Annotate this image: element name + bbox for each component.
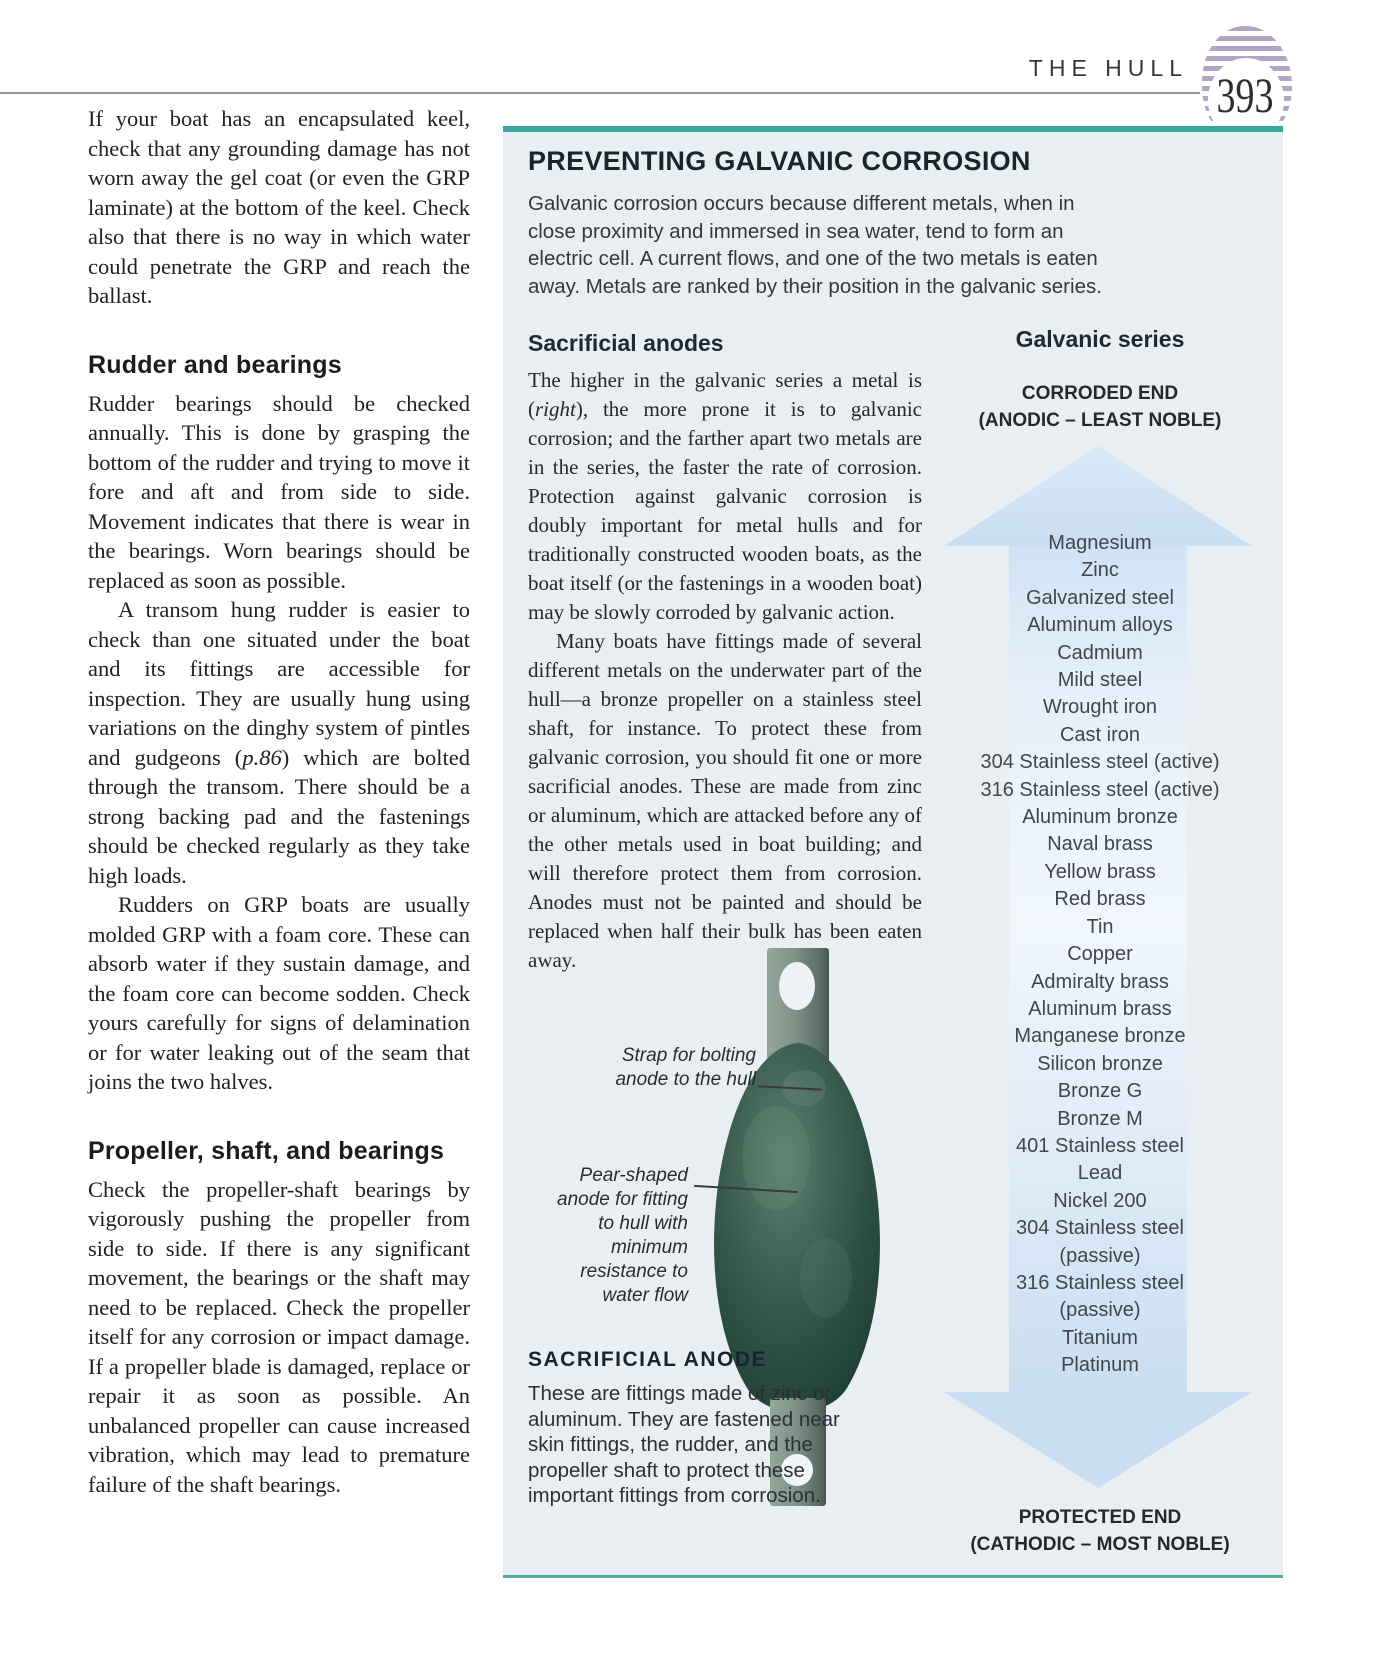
metal-item: Galvanized steel [1026, 586, 1174, 609]
metal-item: Naval brass [1047, 833, 1153, 856]
section-header: THE HULL [1028, 55, 1188, 81]
metal-item: Platinum [1061, 1354, 1139, 1377]
paragraph-text: ) which are bolted through the transom. There should be a strong backing pad and the fastenings should be checked regularly as they take high loads. [88, 744, 470, 888]
metal-item: Lead [1077, 1162, 1123, 1185]
metal-item: Aluminum brass [1028, 997, 1172, 1020]
paragraph-rudder-2 [88, 595, 470, 890]
protected-end-line1: PROTECTED END [1018, 1507, 1182, 1528]
anode-top-strap-hole [779, 962, 815, 1010]
metals-list [940, 530, 1260, 1380]
cross-reference-right: right [535, 397, 576, 421]
caption-body: These are fittings made of zinc or aluminum. They are fastened near skin fittings, the rudder, and the propeller shaft to protect these important fittings from corrosion. [528, 1382, 840, 1507]
heading-galvanic-series: Galvanic series [1015, 326, 1185, 352]
box-title: PREVENTING GALVANIC CORROSION [528, 146, 1031, 176]
metal-item: Magnesium [1048, 532, 1152, 554]
label-pear: Pear-shaped anode for fitting to hull with minimum resistance to water flow [557, 1165, 688, 1306]
metal-item: 401 Stainless steel [1016, 1134, 1184, 1157]
anode-highlight [742, 1106, 810, 1210]
left-column [88, 104, 470, 1499]
arrow-down-icon [944, 1392, 1252, 1488]
heading-rudder-and-bearings: Rudder and bearings [88, 350, 342, 379]
heading-propeller-shaft-bearings: Propeller, shaft, and bearings [88, 1136, 445, 1165]
metal-item: Yellow brass [1044, 860, 1156, 883]
corroded-end-line1: CORRODED END [1021, 383, 1179, 404]
metal-item: 304 Stainless steel [1016, 1217, 1184, 1240]
corroded-end-label [940, 380, 1260, 434]
protected-end-label [940, 1504, 1260, 1558]
metal-item: Tin [1086, 915, 1114, 938]
paragraph-text: ), the more prone it is to galvanic corrosion; and the farther apart two metals are in the series, the faster the rate of corrosion. Protection against galvanic corrosion is doubly important for metal hulls and for traditionally constructed wooden boats, as the boat itself (or the fastenings in a wooden boat) may be slowly corroded by galvanic action. [528, 397, 922, 624]
metal-item: Aluminum alloys [1027, 614, 1173, 637]
paragraph-text: A transom hung rudder is easier to check than one situated under the boat and its fittings are accessible for inspection. They are usually hung using variations on the dinghy system of pintles and gudgeons ( [88, 597, 470, 770]
anode-highlight [800, 1238, 852, 1318]
paragraph-anodes-1 [528, 366, 922, 627]
heading-sacrificial-anodes: Sacrificial anodes [528, 330, 724, 356]
label-strap: Strap for bolting anode to the hull [615, 1045, 756, 1090]
paragraph-text: The higher in the galvanic series a metal is ( [528, 368, 922, 421]
metal-item: Manganese bronze [1014, 1025, 1186, 1048]
metal-item: Zinc [1081, 559, 1119, 582]
metal-item: Mild steel [1057, 669, 1143, 692]
sacrificial-anodes-column [528, 330, 922, 975]
paragraph-propeller: Check the propeller-shaft bearings by vigorously pushing the propeller from side to side. If there is any significant movement, the bearings or the shaft may need to be replaced. Check the propeller itself for any corrosion or impact damage. If a propeller blade is damaged, replace or repair it as soon as possible. An unbalanced propeller can cause increased vibration, which may lead to premature failure of the shaft bearings. [88, 1176, 470, 1497]
metal-item: Bronze G [1057, 1080, 1143, 1103]
protected-end-line2: (CATHODIC – MOST NOBLE) [970, 1534, 1230, 1555]
metal-item: (passive) [1059, 1299, 1141, 1322]
metal-item: 316 Stainless steel (active) [980, 778, 1220, 801]
metal-item: 316 Stainless steel [1016, 1271, 1184, 1294]
metal-item: 304 Stainless steel (active) [980, 751, 1220, 774]
page-reference: p.86 [242, 744, 282, 770]
metal-item: Titanium [1062, 1326, 1138, 1349]
corroded-end-line2: (ANODIC – LEAST NOBLE) [978, 410, 1222, 431]
figure-caption [528, 1348, 842, 1509]
metal-item: Nickel 200 [1053, 1189, 1147, 1212]
metal-item: Silicon bronze [1037, 1052, 1163, 1075]
paragraph-keel: If your boat has an encapsulated keel, check that any grounding damage has not worn away the gel coat (or even the GRP laminate) at the bottom of the keel. Check also that there is no way in which water could penetrate the GRP and reach the ballast. [88, 106, 470, 308]
galvanic-series-diagram [940, 326, 1260, 1586]
metal-item: Cast iron [1059, 723, 1141, 746]
paragraph-rudder-3: Rudders on GRP boats are usually molded GRP with a foam core. These can absorb water if they sustain damage, and the foam core can become sodden. Check yours carefully for signs of delamination or for water leaking out of the seam that joins the two halves. [88, 892, 470, 1094]
header-rule [0, 92, 1200, 94]
metal-item: Copper [1067, 943, 1133, 966]
paragraph-anodes-2: Many boats have fittings made of several different metals on the underwater part of the hull—a bronze propeller on a stainless steel shaft, for instance. To protect these from galvanic corrosion, you should fit one or more sacrificial anodes. These are made from zinc or aluminum, which are attacked before any of the other metals used in boat building; and will therefore protect them from corrosion. Anodes must not be painted and should be replaced when half their bulk has been eaten away. [528, 629, 922, 972]
metal-item: Admiralty brass [1031, 970, 1169, 993]
metal-item: Cadmium [1057, 641, 1143, 664]
metal-item: Bronze M [1057, 1107, 1143, 1130]
metal-item: Red brass [1054, 888, 1146, 911]
paragraph-rudder-1: Rudder bearings should be checked annually. This is done by grasping the bottom of the rudder and trying to move it fore and aft and from side to side. Movement indicates that there is wear in the bearings. Worn bearings should be replaced as soon as possible. [88, 390, 470, 593]
page-number: 393 [1216, 67, 1274, 123]
metal-item: (passive) [1059, 1244, 1141, 1267]
metal-item: Aluminum bronze [1022, 806, 1178, 829]
metal-item: Wrought iron [1042, 696, 1158, 719]
box-intro: Galvanic corrosion occurs because different metals, when in close proximity and immersed in sea water, tend to form an electric cell. A current flows, and one of the two metals is eaten away. Metals are ranked by their position in the galvanic series. [528, 192, 1102, 298]
caption-heading: SACRIFICIAL ANODE [528, 1348, 768, 1371]
